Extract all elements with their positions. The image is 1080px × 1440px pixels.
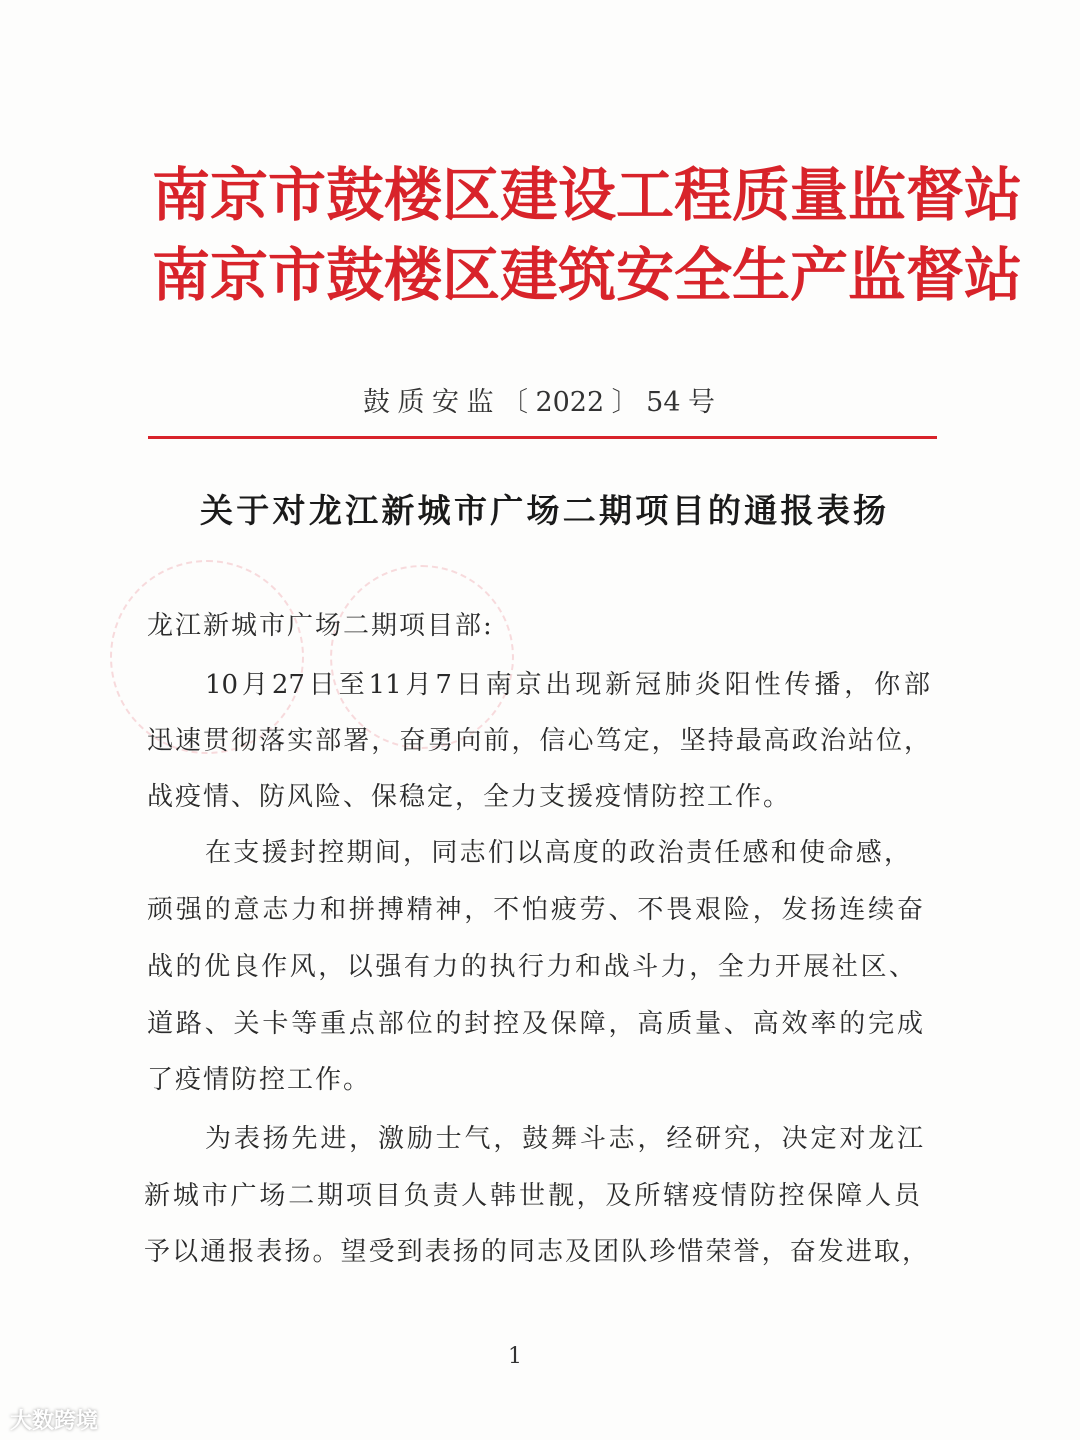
seal-stamp (330, 565, 514, 749)
document-title: 关于对龙江新城市广场二期项目的通报表扬 (200, 491, 886, 530)
body-line: 顽强的意志力和拼搏精神，不怕疲劳、不畏艰险，发扬连续奋 (147, 895, 923, 925)
red-divider (148, 436, 937, 439)
body-line: 在支援封控期间，同志们以高度的政治责任感和使命感， (205, 838, 910, 868)
header-line-1: 南京市鼓楼区建设工程质量监督站 (152, 161, 1023, 229)
salutation: 龙江新城市广场二期项目部: (147, 611, 494, 641)
body-line: 道路、关卡等重点部位的封控及保障，高质量、高效率的完成 (147, 1009, 923, 1039)
body-line: 迅速贯彻落实部署，奋勇向前，信心笃定，坚持最高政治站位， (147, 726, 930, 756)
body-line: 予以通报表扬。望受到表扬的同志及团队珍惜荣誉，奋发进取， (144, 1237, 928, 1267)
body-line: 为表扬先进，激励士气，鼓舞斗志，经研究，决定对龙江 (205, 1124, 923, 1154)
body-line: 战的优良作风，以强有力的执行力和战斗力，全力开展社区、 (147, 952, 915, 982)
body-line: 战疫情、防风险、保稳定，全力支援疫情防控工作。 (147, 782, 792, 812)
watermark-logo: 大数跨境 (10, 1409, 99, 1434)
document-number: 鼓质安监〔2022〕54号 (363, 387, 715, 418)
body-line: 了疫情防控工作。 (147, 1065, 372, 1095)
body-line: 10月27日至11月7日南京出现新冠肺炎阳性传播，你部 (205, 670, 930, 700)
body-line: 新城市广场二期项目负责人韩世靓，及所辖疫情防控保障人员 (144, 1181, 920, 1211)
header-line-2: 南京市鼓楼区建筑安全生产监督站 (152, 241, 1023, 309)
page-number: 1 (508, 1344, 522, 1369)
